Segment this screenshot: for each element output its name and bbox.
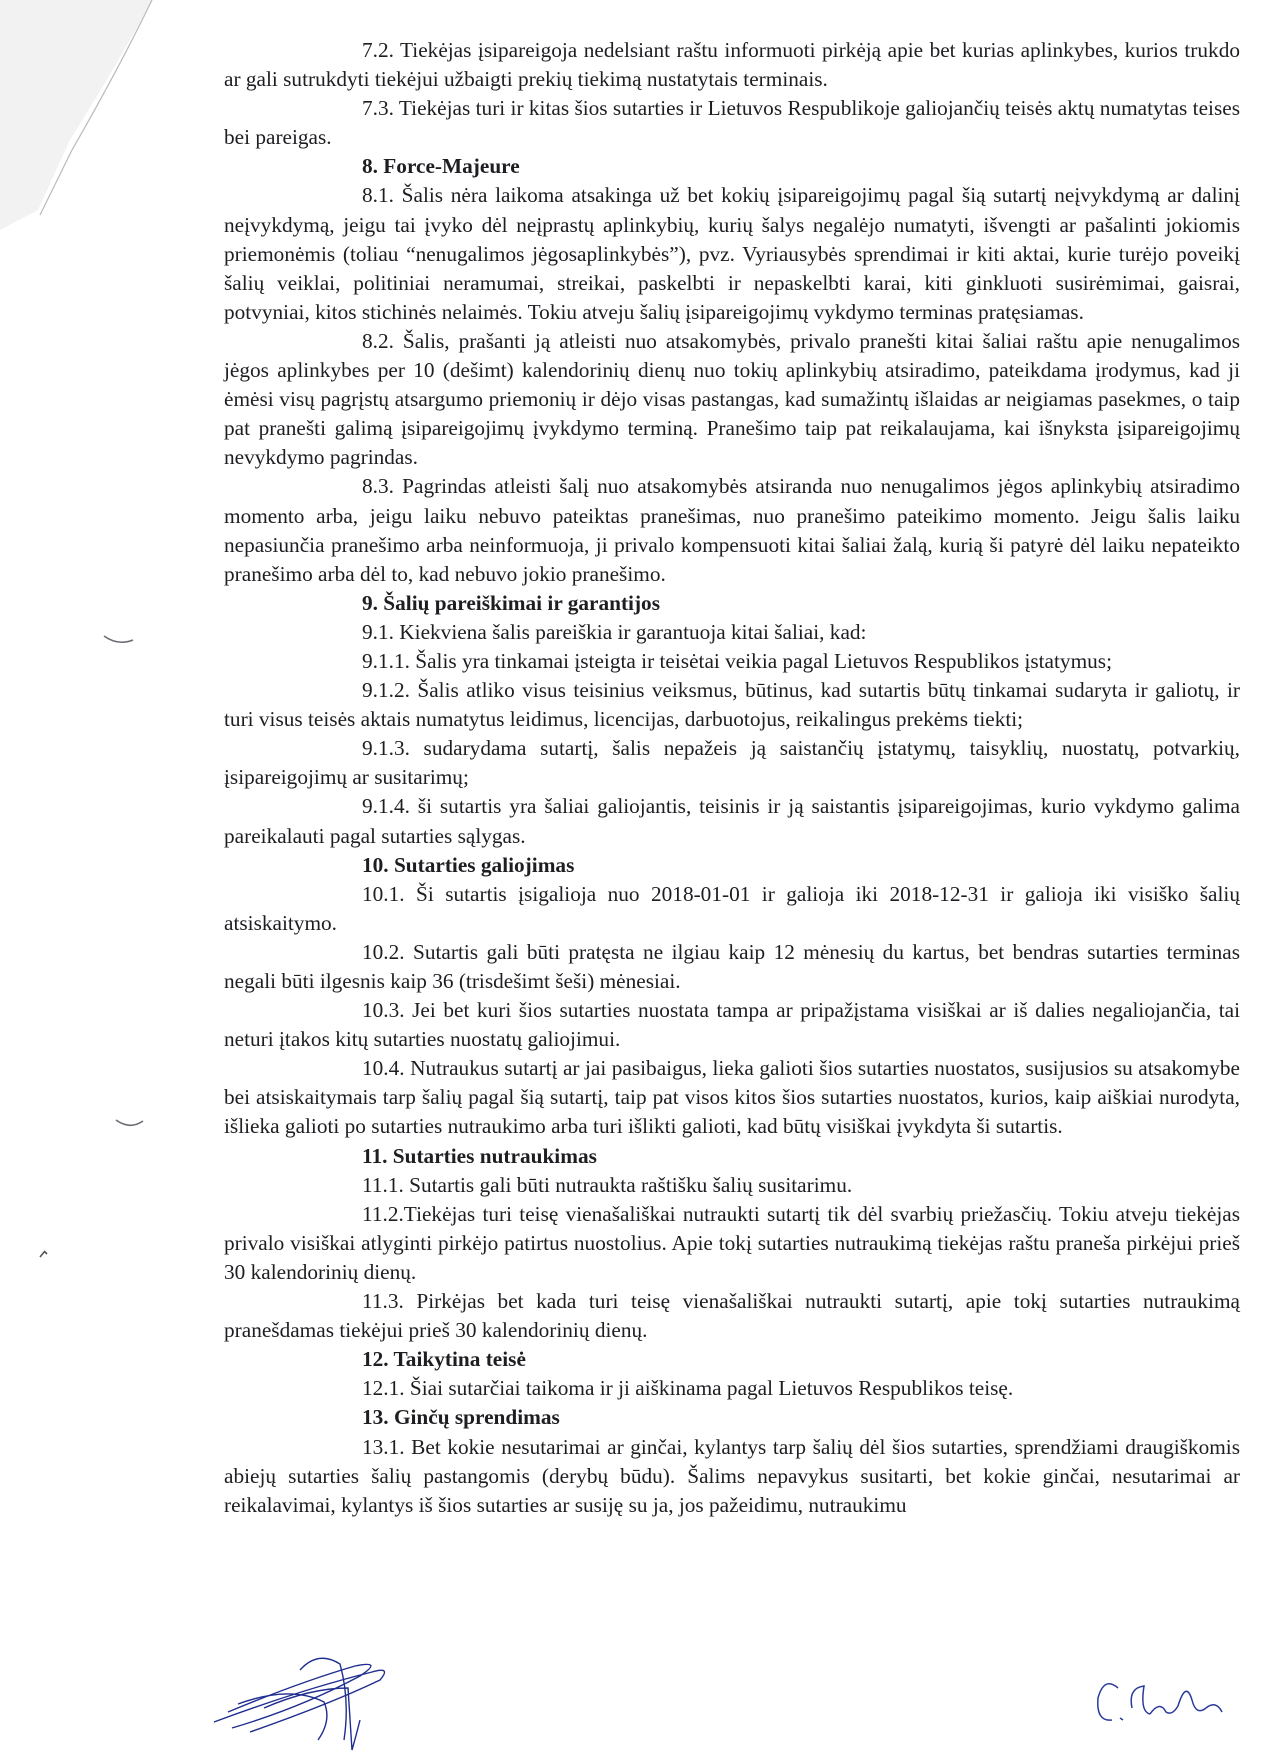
clause-paragraph: 8.2. Šalis, prašanti ją atleisti nuo atsakomybės, privalo pranešti kitai šaliai raštu apie nenugalimos jėgos aplinkybes per 10 (dešimt) kalendorinių dienų nuo tokių aplinkybių atsiradimo, pateikdama įrodymus, kad ji ėmėsi visų pagrįstų atsargumo priemonių ir dėjo visas pastangas, kad sumažintų išlaidas ar neigiamas pasekmes, o taip pat pranešti galimą įsipareigojimų įvykdymo terminą. Pranešimo taip pat reikalaujama, kai išnyksta įsipareigojimų nevykdymo pagrindas. — [224, 328, 1240, 470]
clause-paragraph: 9.1.4. ši sutartis yra šaliai galiojantis, teisinis ir ją saistantis įsipareigojimas, kurio vykdymo galima pareikalauti pagal sutarties sąlygas. — [224, 794, 1240, 848]
clause-paragraph: 9.1. Kiekviena šalis pareiškia ir garantuoja kitai šaliai, kad: — [362, 619, 867, 644]
clause-paragraph: 8.3. Pagrindas atleisti šalį nuo atsakomybės atsiranda nuo nenugalimos jėgos aplinkybių atsiradimo momento arba, jeigu laiku nebuvo pateiktas pranešimas, nuo pranešimo pateikimo momento. Jeigu šalis laiku nepasiunčia pranešimo arba neinformuoja, ji privalo kompensuoti kitai šaliai žalą, kurią ši patyrė dėl laiku nepateikto pranešimo arba dėl to, kad nebuvo jokio pranešimo. — [224, 474, 1240, 586]
clause-paragraph: 12.1. Šiai sutarčiai taikoma ir ji aiškinama pagal Lietuvos Respublikos teisę. — [362, 1376, 1014, 1401]
clause-paragraph: 8.1. Šalis nėra laikoma atsakinga už bet kokių įsipareigojimų pagal šią sutartį neįvykdymą ar dalinį neįvykdymą, jeigu tai įvyko dėl neįprastų aplinkybių, kurių šalys negalėjo numatyti, išvengti ar pašalinti jokiomis priemonėmis (toliau “nenugalimos jėgosaplinkybės”), pvz. Vyriausybės sprendimai ir kiti aktai, kurie turėjo poveikį šalių veiklai, politiniai neramumai, streikai, paskelbti ir nepaskelbti karai, kiti ginkluoti susirėmimai, gaisrai, potvyniai, kitos stichinės nelaimės. Tokiu atveju šalių įsipareigojimų vykdymo terminas pratęsiamas. — [224, 183, 1240, 324]
section-heading: 11. Sutarties nutraukimas — [362, 1143, 597, 1168]
clause-paragraph: 10.1. Ši sutartis įsigalioja nuo 2018-01-01 ir galioja iki 2018-12-31 ir galioja iki visiško šalių atsiskaitymo. — [224, 881, 1240, 935]
section-heading: 13. Ginčų sprendimas — [362, 1405, 560, 1430]
clause-paragraph: 9.1.1. Šalis yra tinkamai įsteigta ir teisėtai veikia pagal Lietuvos Respublikos įstatymus; — [362, 648, 1112, 673]
clause-paragraph: 11.3. Pirkėjas bet kada turi teisę vienašališkai nutraukti sutartį, apie tokį sutarties nutraukimą pranešdamas tiekėjui prieš 30 kalendorinių dienų. — [224, 1289, 1240, 1343]
clause-paragraph: 7.2. Tiekėjas įsipareigoja nedelsiant raštu informuoti pirkėją apie bet kurias aplinkybes, kurios trukdo ar gali sutrukdyti tiekėjui užbaigti prekių tiekimą nustatytais terminais. — [224, 38, 1240, 92]
section-heading: 9. Šalių pareiškimai ir garantijos — [362, 590, 660, 615]
clause-paragraph: 10.3. Jei bet kuri šios sutarties nuostata tampa ar pripažįstama visiškai ar iš dalies negaliojančia, tai neturi įtakos kitų sutarties nuostatų galiojimui. — [224, 998, 1240, 1052]
clause-paragraph: 7.3. Tiekėjas turi ir kitas šios sutarties ir Lietuvos Respublikoje galiojančių teisės aktų numatytas teises bei pareigas. — [224, 96, 1240, 150]
section-heading: 8. Force-Majeure — [362, 154, 520, 179]
section-heading: 12. Taikytina teisė — [362, 1347, 526, 1372]
clause-paragraph: 13.1. Bet kokie nesutarimai ar ginčai, kylantys tarp šalių dėl šios sutarties, sprendžiami draugiškomis abiejų sutarties šalių pastangomis (derybų būdu). Šalims nepavykus susitarti, bet kokie ginčai, nesutarimai ar reikalavimai, kylantys iš šios sutarties ar susiję su ja, jos pažeidimu, nutraukimu — [224, 1434, 1240, 1517]
clause-paragraph: 10.2. Sutartis gali būti pratęsta ne ilgiau kaip 12 mėnesių du kartus, bet bendras sutarties terminas negali būti ilgesnis kaip 36 (trisdešimt šeši) mėnesiai. — [224, 939, 1240, 993]
clause-paragraph: 11.1. Sutartis gali būti nutraukta raštišku šalių susitarimu. — [362, 1172, 853, 1197]
clause-paragraph: 9.1.2. Šalis atliko visus teisinius veiksmus, būtinus, kad sutartis būtų tinkamai sudaryta ir galiotų, ir turi visus teisės aktais numatytus leidimus, licencijas, darbuotojus, reikalingus prekėms tiekti; — [224, 678, 1240, 732]
signature-right — [1098, 1684, 1222, 1720]
clause-paragraph: 11.2.Tiekėjas turi teisę vienašališkai nutraukti sutartį tik dėl svarbių priežasčių. Tokiu atveju tiekėjas privalo visiškai atlyginti pirkėjo patirtus nuostolius. Apie tokį sutarties nutraukimą tiekėjas raštu praneša pirkėjui prieš 30 kalendorinių dienų. — [224, 1201, 1240, 1284]
clause-paragraph: 9.1.3. sudarydama sutartį, šalis nepažeis ją saistančių įstatymų, taisyklių, nuostatų, potvarkių, įsipareigojimų ar susitarimų; — [224, 736, 1240, 790]
signature-left — [214, 1658, 385, 1750]
section-heading: 10. Sutarties galiojimas — [362, 852, 575, 877]
clause-paragraph: 10.4. Nutraukus sutartį ar jai pasibaigus, lieka galioti šios sutarties nuostatos, susijusios su atsakomybe bei atsiskaitymais tarp šalių pagal šią sutartį, taip pat visos kitos šios sutarties nuostatos, kurios, kaip aiškiai nurodyta, išlieka galioti po sutarties nutraukimo arba turi išlikti galioti, kad būtų visiškai įvykdyta ši sutartis. — [224, 1056, 1240, 1139]
